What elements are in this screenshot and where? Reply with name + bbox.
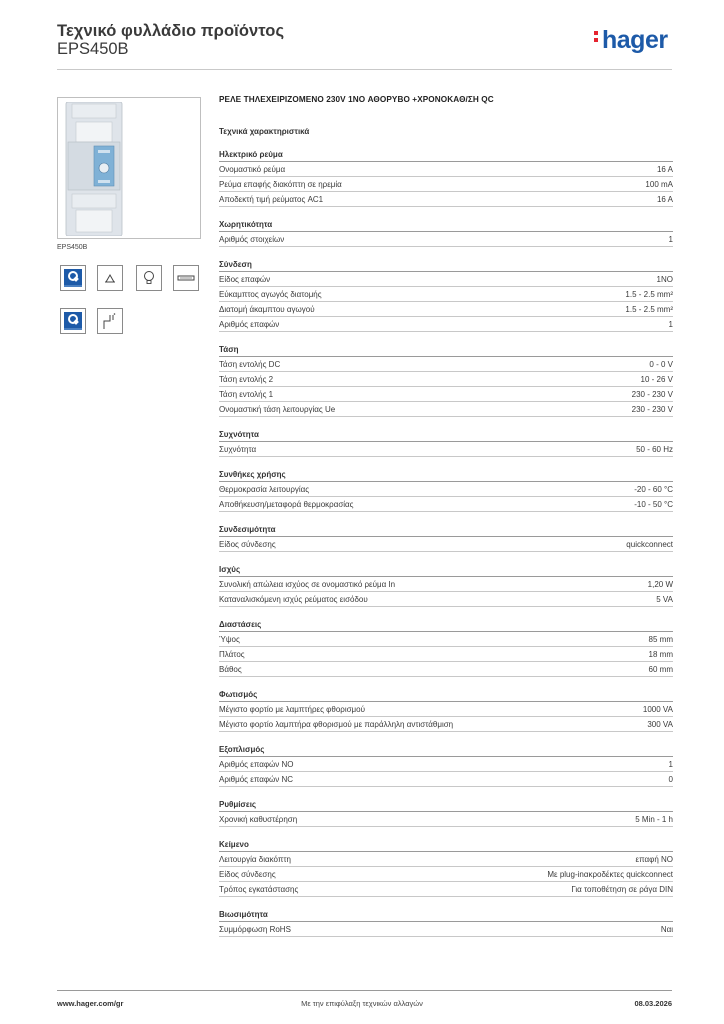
spec-value: 100 mA	[645, 180, 673, 189]
spec-value: 230 - 230 V	[631, 405, 673, 414]
spec-group	[219, 257, 673, 332]
spec-row	[219, 662, 673, 677]
spec-group-title: Συνθήκες χρήσης	[219, 467, 673, 482]
staircase-timer-icon	[97, 308, 123, 334]
spec-row	[219, 402, 673, 417]
hager-logo	[594, 26, 668, 55]
spec-row	[219, 702, 673, 717]
spec-group-title: Διαστάσεις	[219, 617, 673, 632]
spec-row	[219, 162, 673, 177]
spec-label: Είδος σύνδεσης	[219, 870, 276, 879]
product-reference: EPS450B	[57, 40, 129, 58]
spec-label: Τάση εντολής 2	[219, 375, 274, 384]
bell-pushbutton-icon	[97, 265, 123, 291]
spec-value: 1.5 - 2.5 mm²	[625, 305, 673, 314]
spec-value: 5 VA	[656, 595, 673, 604]
spec-label: Ρεύμα επαφής διακόπτη σε ηρεμία	[219, 180, 342, 189]
spec-label: Αριθμός στοιχείων	[219, 235, 285, 244]
spec-value: 60 mm	[648, 665, 673, 674]
spec-label: Καταναλισκόμενη ισχύς ρεύματος εισόδου	[219, 595, 368, 604]
spec-group-title: Χωρητικότητα	[219, 217, 673, 232]
logo-dots-icon	[594, 28, 600, 45]
spec-group-title: Κείμενο	[219, 837, 673, 852]
spec-group-title: Ισχύς	[219, 562, 673, 577]
spec-value: Ναι	[660, 925, 673, 934]
spec-row	[219, 272, 673, 287]
spec-row	[219, 772, 673, 787]
spec-label: Ύψος	[219, 635, 240, 644]
spec-value: 0	[668, 775, 673, 784]
spec-value: -20 - 60 °C	[634, 485, 673, 494]
spec-group	[219, 797, 673, 827]
spec-value: Με plug-inακροδέκτες quickconnect	[547, 870, 673, 879]
spec-value: 230 - 230 V	[631, 390, 673, 399]
spec-row	[219, 497, 673, 512]
spec-row	[219, 192, 673, 207]
spec-value: 1000 VA	[642, 705, 673, 714]
spec-label: Αριθμός επαφών NO	[219, 760, 294, 769]
spec-group-title: Τάση	[219, 342, 673, 357]
spec-value: 1,20 W	[647, 580, 673, 589]
spec-row	[219, 177, 673, 192]
spec-label: Τάση εντολής DC	[219, 360, 281, 369]
spec-value: 16 A	[656, 165, 673, 174]
spec-group	[219, 342, 673, 417]
spec-group-title: Συνδεσιμότητα	[219, 522, 673, 537]
spec-row	[219, 357, 673, 372]
footer-divider	[57, 990, 672, 991]
spec-value: 300 VA	[647, 720, 673, 729]
spec-row	[219, 717, 673, 732]
spec-value: 1.5 - 2.5 mm²	[625, 290, 673, 299]
product-image-caption: EPS450B	[57, 244, 88, 251]
spec-value: επαφή NO	[635, 855, 673, 864]
spec-value: quickconnect	[626, 540, 673, 549]
spec-label: Αριθμός επαφών	[219, 320, 280, 329]
spec-group	[219, 427, 673, 457]
spec-group	[219, 522, 673, 552]
relay-device-illustration	[64, 102, 124, 236]
spec-row	[219, 387, 673, 402]
spec-group	[219, 907, 673, 937]
footer-date: 08.03.2026	[634, 999, 672, 1008]
spec-label: Τάση εντολής 1	[219, 390, 274, 399]
spec-value: 5 Min - 1 h	[635, 815, 673, 824]
spec-value: -10 - 50 °C	[634, 500, 673, 509]
spec-group	[219, 687, 673, 732]
spec-row	[219, 812, 673, 827]
spec-row	[219, 592, 673, 607]
spec-label: Συχνότητα	[219, 445, 257, 454]
spec-label: Διατομή άκαμπτου αγωγού	[219, 305, 315, 314]
spec-row	[219, 577, 673, 592]
spec-group-title: Ηλεκτρικό ρεύμα	[219, 147, 673, 162]
spec-group-title: Βιωσιμότητα	[219, 907, 673, 922]
spec-group-title: Συχνότητα	[219, 427, 673, 442]
logo-text: hager	[602, 26, 668, 54]
spec-value: 50 - 60 Hz	[636, 445, 673, 454]
spec-label: Ονομαστικό ρεύμα	[219, 165, 286, 174]
spec-label: Αποδεκτή τιμή ρεύματος AC1	[219, 195, 324, 204]
spec-label: Λειτουργία διακόπτη	[219, 855, 291, 864]
spec-label: Ονομαστική τάση λειτουργίας Ue	[219, 405, 336, 414]
spec-label: Συμμόρφωση RoHS	[219, 925, 291, 934]
header-divider	[57, 69, 672, 70]
spec-group	[219, 217, 673, 247]
spec-value: Για τοποθέτηση σε ράγα DIN	[571, 885, 673, 894]
spec-group-title: Ρυθμίσεις	[219, 797, 673, 812]
spec-value: 1	[668, 235, 673, 244]
fluorescent-tube-icon	[173, 265, 199, 291]
spec-label: Θερμοκρασία λειτουργίας	[219, 485, 310, 494]
spec-label: Συνολική απώλεια ισχύος σε ονομαστικό ρεύμα In	[219, 580, 396, 589]
spec-group-title: Φωτισμός	[219, 687, 673, 702]
spec-group	[219, 617, 673, 677]
spec-label: Πλάτος	[219, 650, 245, 659]
spec-value: 1NO	[656, 275, 673, 284]
spec-label: Αποθήκευση/μεταφορά θερμοκρασίας	[219, 500, 354, 509]
spec-row	[219, 632, 673, 647]
spec-group	[219, 837, 673, 897]
spec-label: Τρόπος εγκατάστασης	[219, 885, 299, 894]
spec-group-title: Σύνδεση	[219, 257, 673, 272]
section-heading: Τεχνικά χαρακτηριστικά	[219, 127, 310, 136]
spec-value: 18 mm	[648, 650, 673, 659]
spec-row	[219, 647, 673, 662]
spec-row	[219, 482, 673, 497]
footer-website[interactable]: www.hager.com/gr	[57, 999, 124, 1008]
quickconnect-icon	[60, 308, 86, 334]
quickconnect-icon	[60, 265, 86, 291]
spec-row	[219, 287, 673, 302]
spec-group-title: Εξοπλισμός	[219, 742, 673, 757]
spec-row	[219, 317, 673, 332]
product-image	[57, 97, 201, 239]
spec-row	[219, 302, 673, 317]
spec-value: 85 mm	[648, 635, 673, 644]
spec-row	[219, 922, 673, 937]
document-title: Τεχνικό φυλλάδιο προϊόντος	[57, 22, 285, 40]
spec-value: 1	[668, 760, 673, 769]
spec-group	[219, 467, 673, 512]
spec-label: Είδος επαφών	[219, 275, 271, 284]
lamp-icon	[136, 265, 162, 291]
spec-value: 1	[668, 320, 673, 329]
spec-label: Μέγιστο φορτίο με λαμπτήρες φθορισμού	[219, 705, 365, 714]
spec-label: Είδος σύνδεσης	[219, 540, 276, 549]
spec-label: Χρονική καθυστέρηση	[219, 815, 298, 824]
spec-row	[219, 537, 673, 552]
spec-label: Αριθμός επαφών NC	[219, 775, 294, 784]
spec-group	[219, 147, 673, 207]
spec-label: Μέγιστο φορτίο λαμπτήρα φθορισμού με παράλληλη αντιστάθμιση	[219, 720, 454, 729]
footer-disclaimer: Με την επιφύλαξη τεχνικών αλλαγών	[301, 999, 423, 1008]
spec-value: 0 - 0 V	[649, 360, 673, 369]
spec-row	[219, 852, 673, 867]
spec-groups	[219, 147, 673, 937]
spec-label: Βάθος	[219, 665, 242, 674]
spec-label: Εύκαμπτος αγωγός διατομής	[219, 290, 322, 299]
product-description: ΡΕΛΕ ΤΗΛΕΧΕΙΡΙΖΟΜΕΝΟ 230V 1NO ΑΘΟΡΥΒΟ +ΧΡΟΝΟΚΑΘ/ΣΗ QC	[219, 95, 494, 104]
spec-value: 10 - 26 V	[640, 375, 673, 384]
spec-row	[219, 867, 673, 882]
spec-row	[219, 882, 673, 897]
spec-row	[219, 372, 673, 387]
technical-data	[219, 95, 673, 937]
spec-row	[219, 757, 673, 772]
spec-row	[219, 442, 673, 457]
spec-group	[219, 562, 673, 607]
spec-value: 16 A	[656, 195, 673, 204]
spec-group	[219, 742, 673, 787]
spec-row	[219, 232, 673, 247]
